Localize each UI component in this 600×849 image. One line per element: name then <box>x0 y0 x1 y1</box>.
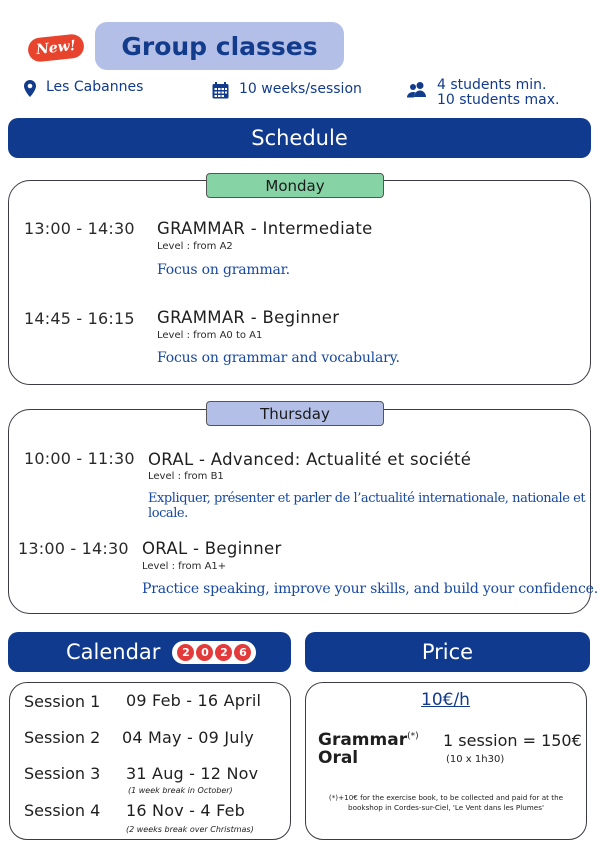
students-max: 10 students max. <box>437 92 560 108</box>
schedule-heading: Schedule <box>8 118 591 158</box>
session-label: Session 2 <box>24 728 101 747</box>
price-grammar-label <box>318 730 419 750</box>
students-text <box>437 78 559 108</box>
calendar-heading <box>8 632 291 672</box>
session-dates: 09 Feb - 16 April <box>126 691 262 710</box>
location-pin-icon <box>24 80 36 97</box>
price-footnote <box>310 793 582 813</box>
price-footnote-line: bookshop in Cordes-sur-Ciel, 'Le Vent dans les Plumes' <box>348 803 544 812</box>
grammar-footnote-mark: (*) <box>407 731 419 742</box>
calendar-heading-text: Calendar <box>66 640 161 664</box>
class-time: 13:00 - 14:30 <box>18 539 129 558</box>
class-time: 13:00 - 14:30 <box>24 219 135 238</box>
session-label: Session 1 <box>24 692 101 711</box>
year-badge <box>172 641 256 664</box>
year-digit: 6 <box>234 644 251 661</box>
location-text: Les Cabannes <box>46 79 144 95</box>
class-level: Level : from A2 <box>157 241 233 252</box>
class-title: GRAMMAR - Beginner <box>157 308 340 327</box>
session-detail: (10 x 1h30) <box>446 754 505 765</box>
users-icon <box>407 81 427 98</box>
price-rate: 10€/h <box>421 690 470 710</box>
price-oral-label: Oral <box>318 748 359 768</box>
class-description: Practice speaking, improve your skills, and build your confidence. <box>142 581 598 597</box>
class-title: GRAMMAR - Intermediate <box>157 219 373 238</box>
duration-info <box>212 82 362 112</box>
year-digit: 2 <box>177 644 194 661</box>
class-description: Focus on grammar. <box>157 262 290 278</box>
location-info <box>24 80 143 110</box>
grammar-text: Grammar <box>318 730 408 750</box>
duration-text: 10 weeks/session <box>239 81 362 97</box>
students-info <box>407 78 559 108</box>
new-badge: New! <box>27 33 85 63</box>
session-label: Session 3 <box>24 764 101 783</box>
session-dates: 31 Aug - 12 Nov <box>126 764 259 783</box>
year-digit: 0 <box>196 644 213 661</box>
session-dates: 16 Nov - 4 Feb <box>126 801 246 820</box>
class-description: Focus on grammar and vocabulary. <box>157 350 400 366</box>
tab-monday: Monday <box>206 173 384 198</box>
session-label: Session 4 <box>24 801 101 820</box>
year-digit: 2 <box>215 644 232 661</box>
price-heading: Price <box>305 632 590 672</box>
price-footnote-line: (*)+10€ for the exercise book, to be collected and paid for at the <box>328 793 564 802</box>
calendar-icon <box>212 82 229 99</box>
class-level: Level : from A1+ <box>142 561 227 572</box>
session-dates: 04 May - 09 July <box>122 728 254 747</box>
tab-thursday: Thursday <box>206 401 384 426</box>
class-description: Expliquer, présenter et parler de l’actualité internationale, nationale et locale. <box>148 491 586 521</box>
page-title: Group classes <box>95 22 344 70</box>
session-note: (1 week break in October) <box>128 786 233 795</box>
class-level: Level : from A0 to A1 <box>157 330 263 341</box>
class-time: 10:00 - 11:30 <box>24 449 135 468</box>
session-price: 1 session = 150€ <box>443 731 582 750</box>
students-min: 4 students min. <box>437 77 547 93</box>
class-title: ORAL - Beginner <box>142 539 282 558</box>
class-level: Level : from B1 <box>148 471 224 482</box>
class-title: ORAL - Advanced: Actualité et société <box>148 450 472 469</box>
class-time: 14:45 - 16:15 <box>24 309 135 328</box>
session-note: (2 weeks break over Christmas) <box>126 825 254 834</box>
